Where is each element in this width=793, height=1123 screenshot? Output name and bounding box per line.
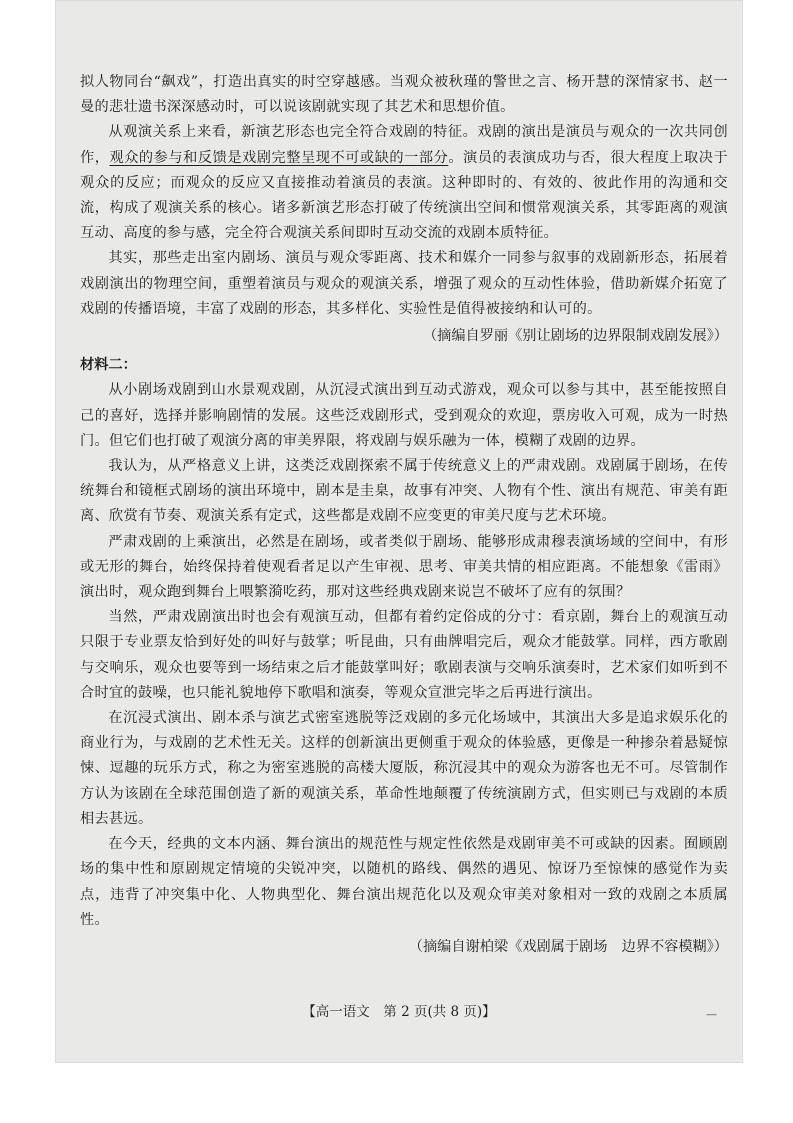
source-citation: （摘编自谢柏梁《戏剧属于剧场 边界不容模糊》）	[408, 938, 728, 955]
paragraph: 在沉浸式演出、剧本杀与演艺式密室逃脱等泛戏剧的多元化场域中，其演出大多是追求娱乐化的商业行为，与戏剧的艺术性无关。这样的创新演出更侧重于观众的体验感，更像是一种掺杂着悬疑惊悚、逗趣的玩乐方式，称之为密室逃脱的高楼大厦版，称沉浸其中的观众为游客也无不可。尽管制作方认为该剧在全球范围创造了新的观演关系，革命性地颠覆了传统演剧方式，但实则已与戏剧的本质相去甚远。	[80, 710, 728, 827]
source-citation: （摘编自罗丽《别让剧场的边界限制戏剧发展》）	[422, 328, 728, 345]
text-run: 从观演关系上来看，新演艺形态也完全符合戏剧的特征。戏剧的演出是演员与观众的一次共同创作，	[80, 124, 728, 166]
paragraph: 其实，那些走出室内剧场、演员与观众零距离、技术和媒介一同参与叙事的戏剧新形态，拓展着戏剧演出的物理空间，重塑着演员与观众的观演关系，增强了观众的互动性体验，借助新媒介拓宽了戏剧的传播语境，丰富了戏剧的形态，其多样化、实验性是值得被接纳和认可的。	[80, 250, 728, 317]
underlined-text: 观众的参与和反馈是戏剧完整呈现不可或缺的一部分	[109, 149, 449, 166]
paragraph: 当然，严肃戏剧演出时也会有观演互动，但都有着约定俗成的分寸：看京剧，舞台上的观演互动只限于专业票友恰到好处的叫好与鼓掌；听昆曲，只有曲牌唱完后，观众才能鼓掌。同样，西方歌剧与交响乐，观众也要等到一场结束之后才能鼓掌叫好；歌剧表演与交响乐演奏时，艺术家们如听到不合时宜的鼓噪，也只能礼貌地停下歌唱和演奏，等观众宣泄完毕之后再进行演出。	[80, 609, 728, 701]
paragraph: 我认为，从严格意义上讲，这类泛戏剧探索不属于传统意义上的严肃戏剧。戏剧属于剧场，在传统舞台和镜框式剧场的演出环境中，剧本是圭臬，故事有冲突、人物有个性、演出有规范、审美有距离、欣赏有节奏、观演关系有定式，这些都是戏剧不应变更的审美尺度与艺术环境。	[80, 458, 728, 525]
paper-sheet	[55, 0, 743, 1063]
paragraph: 在今天，经典的文本内涵、舞台演出的规范性与规定性依然是戏剧审美不可或缺的因素。囿顾剧场的集中性和原剧规定情境的尖锐冲突，以随机的路线、偶然的遇见、惊讶乃至惊悚的感觉作为卖点，违背了冲突集中化、人物典型化、舞台演出规范化以及观众审美对象相对一致的戏剧之本质属性。	[80, 836, 728, 928]
paragraph: 严肃戏剧的上乘演出，必然是在剧场，或者类似于剧场、能够形成肃穆表演场域的空间中，有形或无形的舞台，始终保持着使观看者足以产生审视、思考、审美共情的相应距离。不能想象《雷雨》演出时，观众跑到舞台上喂繁漪吃药，那对这些经典戏剧来说岂不破坏了应有的氛围？	[80, 533, 728, 601]
section-label: 材料二：	[80, 357, 137, 374]
document-body	[80, 70, 728, 964]
page-footer: 【高一语文 第 2 页(共 8 页)】	[302, 1004, 496, 1020]
paragraph: 从小剧场戏剧到山水景观戏剧，从沉浸式演出到互动式游戏，观众可以参与其中，甚至能按照自己的喜好，选择并影响剧情的发展。这些泛戏剧形式，受到观众的欢迎，票房收入可观，成为一时热门。但它们也打破了观演分离的审美界限，将戏剧与娱乐融为一体，模糊了戏剧的边界。	[80, 382, 728, 449]
paragraph	[80, 120, 728, 246]
corner-mark: —	[706, 1008, 717, 1021]
paragraph: 拟人物同台“飙戏”，打造出真实的时空穿越感。当观众被秋瑾的警世之言、杨开慧的深情家书、赵一曼的悲壮遗书深深感动时，可以说该剧就实现了其艺术和思想价值。	[80, 74, 728, 116]
text-run: 。演员的表演成功与否，很大程度上取决于观众的反应；而观众的反应又直接推动着演员的表演。这种即时的、有效的、彼此作用的沟通和交流，构成了观演关系的核心。诸多新演艺形态打破了传统演出空间和惯常观演关系，其零距离的观演互动、高度的参与感，完全符合观演关系间即时互动交流的戏剧本质特征。	[80, 149, 729, 242]
